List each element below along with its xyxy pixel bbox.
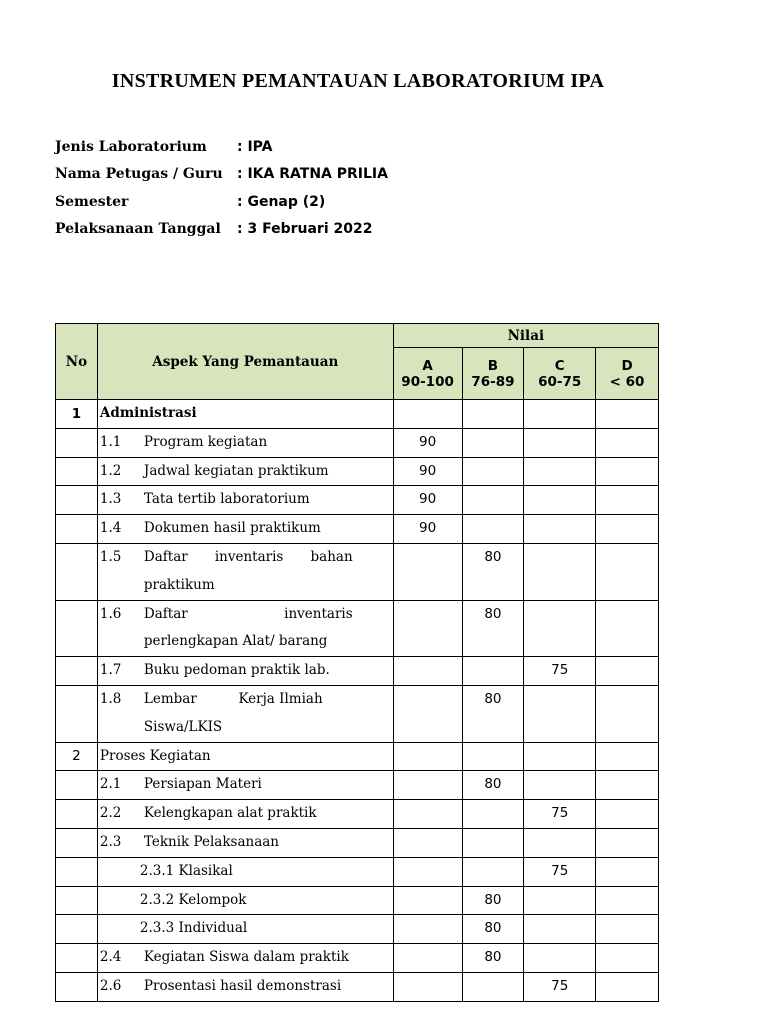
table-row (56, 457, 659, 486)
grade-d (596, 857, 659, 886)
row-aspek (97, 972, 393, 1001)
row-aspek (97, 886, 393, 915)
row-no (56, 915, 98, 944)
item-text-line1 (144, 544, 353, 572)
row-no (56, 685, 98, 742)
grade-d (596, 600, 659, 657)
row-aspek (97, 857, 393, 886)
grade-a (393, 657, 462, 686)
grade-b (462, 428, 524, 457)
grade-d (596, 915, 659, 944)
grade-c: 75 (524, 657, 596, 686)
grade-d (596, 742, 659, 771)
row-aspek (97, 428, 393, 457)
grade-d (596, 685, 659, 742)
row-aspek (97, 915, 393, 944)
grade-d (596, 486, 659, 515)
grade-range: < 60 (609, 373, 645, 390)
grade-a (393, 915, 462, 944)
info-label: Jenis Laboratorium (55, 138, 207, 155)
row-no (56, 771, 98, 800)
grade-b (462, 400, 524, 429)
grade-b: 80 (462, 771, 524, 800)
item-code: 2.4 (99, 949, 122, 966)
row-aspek (97, 486, 393, 515)
item-text: Dokumen hasil praktikum (143, 520, 321, 537)
grade-c (524, 428, 596, 457)
item-code: 1.8 (99, 690, 122, 707)
row-no (56, 972, 98, 1001)
table-row (56, 486, 659, 515)
row-no (56, 543, 98, 600)
info-value: : Genap (2) (237, 193, 326, 210)
grade-c: 75 (524, 972, 596, 1001)
item-text: Buku pedoman praktik lab. (143, 662, 330, 679)
row-aspek (97, 657, 393, 686)
grade-b (462, 457, 524, 486)
info-label: Nama Petugas / Guru (55, 166, 223, 183)
grade-b (462, 486, 524, 515)
table-row (56, 685, 659, 742)
header-grade-d (596, 348, 659, 400)
table-row (56, 800, 659, 829)
item-word: Daftar (143, 548, 188, 565)
grade-letter: A (422, 357, 433, 374)
item-text: Teknik Pelaksanaan (143, 833, 279, 850)
info-value: : IKA RATNA PRILIA (237, 166, 388, 183)
item-text: Kelengkapan alat praktik (143, 805, 317, 822)
row-no (56, 428, 98, 457)
row-no: 1 (56, 400, 98, 429)
row-no (56, 657, 98, 686)
item-text-line2: praktikum (143, 576, 215, 593)
item-word: Daftar (143, 605, 188, 622)
grade-d (596, 972, 659, 1001)
grade-b: 80 (462, 600, 524, 657)
grade-a (393, 944, 462, 973)
assessment-table (55, 323, 659, 1002)
table-row (56, 742, 659, 771)
grade-d (596, 428, 659, 457)
grade-letter: C (554, 357, 565, 374)
item-text-line1 (144, 686, 323, 714)
grade-b (462, 857, 524, 886)
info-block (55, 133, 388, 243)
item-code: 1.4 (99, 520, 122, 537)
grade-a (393, 685, 462, 742)
grade-a (393, 543, 462, 600)
grade-b (462, 657, 524, 686)
table-row (56, 657, 659, 686)
grade-d (596, 657, 659, 686)
row-no (56, 828, 98, 857)
row-aspek (97, 944, 393, 973)
grade-c: 75 (524, 857, 596, 886)
row-aspek (97, 685, 393, 742)
document-title: INSTRUMEN PEMANTAUAN LABORATORIUM IPA (111, 70, 605, 92)
table-row (56, 400, 659, 429)
grade-letter: D (621, 357, 633, 374)
grade-c (524, 486, 596, 515)
info-row-tanggal (55, 216, 388, 244)
header-grade-c (524, 348, 596, 400)
grade-a (393, 828, 462, 857)
grade-c (524, 742, 596, 771)
grade-b (462, 972, 524, 1001)
row-aspek (97, 800, 393, 829)
row-no (56, 486, 98, 515)
grade-c (524, 515, 596, 544)
grade-a: 90 (393, 457, 462, 486)
grade-b (462, 515, 524, 544)
header-no: No (56, 324, 98, 400)
grade-c (524, 828, 596, 857)
grade-d (596, 800, 659, 829)
grade-b: 80 (462, 944, 524, 973)
table-row (56, 857, 659, 886)
info-row-jenis (55, 133, 388, 161)
table-row (56, 771, 659, 800)
item-code: 1.5 (99, 548, 122, 565)
grade-range: 60-75 (538, 373, 582, 390)
grade-a (393, 886, 462, 915)
table-row (56, 886, 659, 915)
item-text: Kegiatan Siswa dalam praktik (143, 949, 349, 966)
item-text: Persiapan Materi (143, 776, 262, 793)
table-row (56, 828, 659, 857)
table-row (56, 515, 659, 544)
item-sub-text: 2.3.1 Klasikal (139, 862, 233, 879)
row-aspek (97, 771, 393, 800)
grade-d (596, 543, 659, 600)
row-no (56, 600, 98, 657)
grade-a (393, 972, 462, 1001)
row-aspek: Administrasi (97, 400, 393, 429)
grade-d (596, 771, 659, 800)
grade-c (524, 944, 596, 973)
item-word: bahan (310, 548, 353, 565)
item-word: Kerja Ilmiah (238, 690, 323, 707)
item-code: 2.3 (99, 833, 122, 850)
info-label: Semester (55, 193, 129, 210)
grade-a (393, 857, 462, 886)
row-no (56, 857, 98, 886)
item-code: 1.6 (99, 605, 122, 622)
grade-c: 75 (524, 800, 596, 829)
grade-c (524, 915, 596, 944)
grade-letter: B (487, 357, 499, 374)
item-text: Prosentasi hasil demonstrasi (143, 977, 342, 994)
grade-a: 90 (393, 486, 462, 515)
row-aspek (97, 457, 393, 486)
grade-b: 80 (462, 915, 524, 944)
grade-b: 80 (462, 685, 524, 742)
item-text: Jadwal kegiatan praktikum (143, 462, 329, 479)
grade-c (524, 685, 596, 742)
grade-a (393, 742, 462, 771)
item-code: 2.2 (99, 805, 122, 822)
grade-c (524, 543, 596, 600)
grade-a (393, 600, 462, 657)
table-row (56, 944, 659, 973)
row-no (56, 944, 98, 973)
grade-range: 76-89 (471, 373, 515, 390)
row-no: 2 (56, 742, 98, 771)
grade-c (524, 457, 596, 486)
grade-b: 80 (462, 886, 524, 915)
row-no (56, 515, 98, 544)
item-text-line2: perlengkapan Alat/ barang (143, 633, 328, 650)
grade-a: 90 (393, 428, 462, 457)
row-no (56, 457, 98, 486)
item-text: Tata tertib laboratorium (143, 491, 310, 508)
info-value: : 3 Februari 2022 (237, 221, 373, 238)
item-code: 1.2 (99, 462, 122, 479)
grade-d (596, 457, 659, 486)
row-aspek (97, 600, 393, 657)
item-word: inventaris (284, 605, 353, 622)
header-grade-a (393, 348, 462, 400)
item-sub-text: 2.3.3 Individual (139, 920, 248, 937)
item-text-line1 (144, 601, 353, 629)
header-aspek: Aspek Yang Pemantauan (97, 324, 393, 400)
item-code: 2.1 (99, 776, 122, 793)
item-code: 2.6 (99, 977, 122, 994)
grade-a (393, 800, 462, 829)
grade-a (393, 771, 462, 800)
grade-c (524, 600, 596, 657)
row-aspek (97, 543, 393, 600)
item-word: inventaris (214, 548, 284, 565)
grade-d (596, 400, 659, 429)
table-row (56, 543, 659, 600)
table-row (56, 972, 659, 1001)
row-aspek (97, 515, 393, 544)
grade-b: 80 (462, 543, 524, 600)
table-row (56, 915, 659, 944)
item-code: 1.1 (99, 433, 122, 450)
item-code: 1.7 (99, 662, 122, 679)
info-label: Pelaksanaan Tanggal (55, 221, 221, 238)
row-aspek (97, 828, 393, 857)
info-row-petugas (55, 161, 388, 189)
grade-b (462, 742, 524, 771)
table-row (56, 428, 659, 457)
grade-b (462, 828, 524, 857)
item-code: 1.3 (99, 491, 122, 508)
header-nilai: Nilai (393, 324, 658, 348)
grade-a: 90 (393, 515, 462, 544)
grade-d (596, 944, 659, 973)
table-row (56, 600, 659, 657)
item-word: Lembar (143, 690, 197, 707)
row-no (56, 886, 98, 915)
header-grade-b (462, 348, 524, 400)
grade-d (596, 515, 659, 544)
item-text: Program kegiatan (143, 433, 268, 450)
grade-d (596, 828, 659, 857)
grade-d (596, 886, 659, 915)
info-value: : IPA (237, 138, 273, 155)
row-no (56, 800, 98, 829)
row-aspek: Proses Kegiatan (97, 742, 393, 771)
grade-range: 90-100 (401, 373, 454, 390)
grade-c (524, 771, 596, 800)
item-text-line2: Siswa/LKIS (143, 718, 223, 735)
grade-c (524, 400, 596, 429)
grade-b (462, 800, 524, 829)
info-row-semester (55, 188, 388, 216)
grade-c (524, 886, 596, 915)
grade-a (393, 400, 462, 429)
item-sub-text: 2.3.2 Kelompok (139, 891, 247, 908)
